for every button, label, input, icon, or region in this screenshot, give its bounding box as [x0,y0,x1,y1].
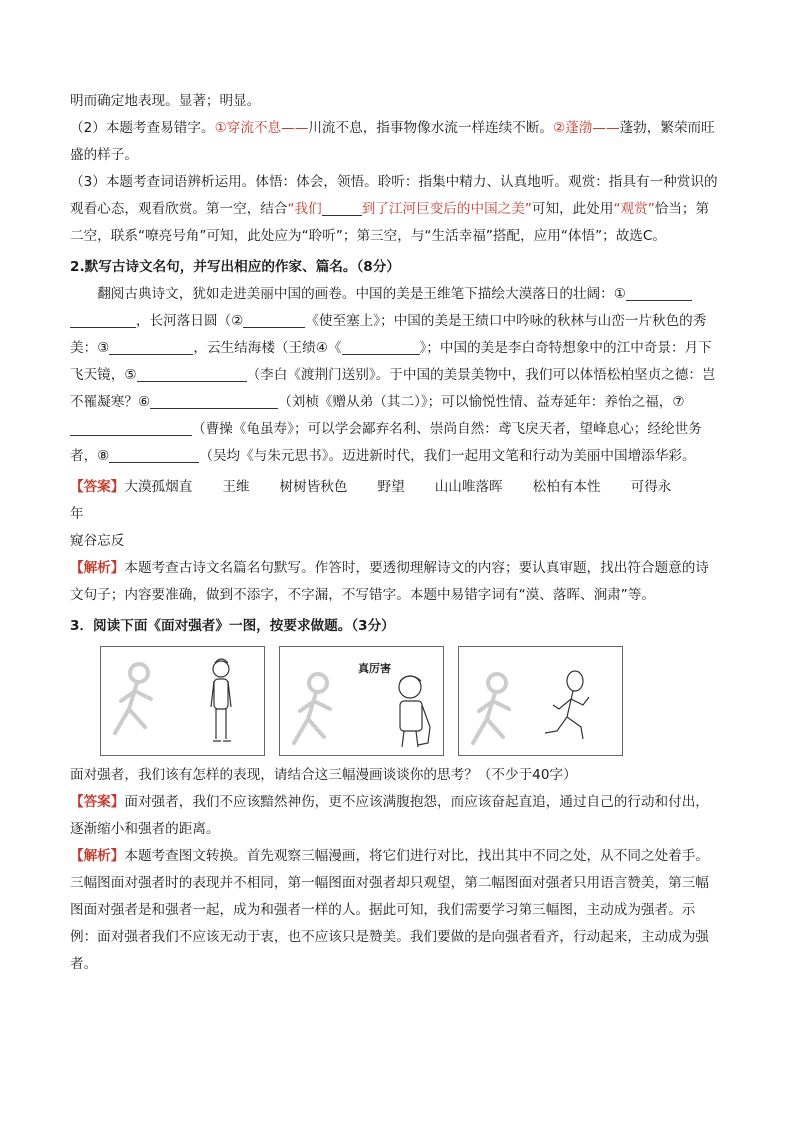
q1-part2-end: 蓬勃，繁荣而旺盛的样子。 [70,120,715,163]
q2-text-1: 翻阅古典诗文，犹如走进美丽中国的画卷。中国的美是王维笔下描绘大漠落日的壮阔：① [97,286,626,302]
analysis-tag: 【解析】 [70,560,125,576]
quote-red-2: 到了江河巨变后的中国之美” [361,201,532,217]
q2-analysis [70,555,720,609]
blank-6 [150,392,278,409]
q2-text-8: （曹操《龟虽寿》；可以学会鄙弃名利、崇尚自然：鸢飞戾天者，望峰息心；经纶世务者，⑧ [70,421,702,464]
q3-answer-text: 面对强者，我们不应该黯然神伤，更不应该满腹抱怨，而应该奋起直追，通过自己的行动和付出，逐渐缩小和强者的距离。 [70,794,709,837]
q2-title: 2.默写古诗文名句，并写出相应的作家、篇名。（8分） [70,259,400,275]
runner-follower-illustration [459,647,622,755]
answer-4: 野望 [377,479,405,495]
error-word-2: ②蓬渤—— [553,120,620,136]
q2-analysis-text: 本题考查古诗文名篇名句默写。作答时，要透彻理解诗文的内容；要认真审题，找出符合题意的诗文句子；内容要准确，做到不添字，不字漏，不写错字。本题中易错字词有“漠、落晖、涧肃”等。 [70,560,709,603]
q2-answer-line3: 窥谷忘反 [70,533,125,549]
q1-part2 [70,115,720,169]
q3-title: 3．阅读下面《面对强者》一图，按要求做题。（3分） [70,618,395,634]
q3-answer [70,789,720,843]
quote-red-3: “观赏” [613,201,655,217]
q3-analysis-text: 本题考查图文转换。首先观察三幅漫画，将它们进行对比，找出其中不同之处，从不同之处着手。三幅图面对强者时的表现并不相同，第一幅图面对强者却只观望，第二幅图面对强者只用语言赞美，第三幅图面对强者是和强者一起，成为和强者一样的人。据此可知，我们需要学习第三幅图，主动成为强者。示例：面对强者我们不应该无动于衷，也不应该只是赞美。我们要做的是向强者看齐，行动起来，主动成为强者。 [70,848,709,972]
blank-4 [342,338,420,355]
speech-bubble: 真厉害 [358,662,391,675]
q2-text-2: ，长河落日圆（② [136,313,244,329]
q2-answer [70,474,720,501]
q2-text-7: （刘桢《赠从弟（其二）》；可以愉悦性情、益寿延年：养怡之福，⑦ [278,394,685,410]
q3-analysis [70,843,720,978]
answer-5: 山山唯落晖 [434,479,503,495]
answer-2: 王维 [222,479,250,495]
answer-1: 大漠孤烟直 [124,479,193,495]
blank-1b [70,311,136,328]
comic-panel-1 [100,646,265,756]
q1-part3-a: （3）本题考查词语辨析运用。体悟：体会，领悟。聆听：指集中精力、认真地听。观赏：指具有一种赏识的观看心态，观看欣赏。第一空，结合 [70,174,718,217]
document-page [70,88,720,978]
blank-5 [137,365,247,382]
error-word-1: ①穿流不息—— [214,120,309,136]
comic-panel-2 [279,646,444,756]
q1-part2-prefix: （2）本题考查易错字。 [70,120,215,136]
q2-passage [70,281,720,470]
q2-text-4: ，云生结海楼（王绩④《 [193,340,342,356]
answer-7: 可得永 [630,479,672,495]
answer-3: 树树皆秋色 [279,479,348,495]
q2-text-5: 》；中国的美是李白奇特想象中的江中奇景：月下飞天镜，⑤ [70,340,712,383]
answer-tag: 【答案】 [70,479,125,495]
blank-1a [626,284,692,301]
q1-part3-b: 可知，此处用 [531,201,614,217]
blank-2 [243,311,305,328]
q2-text-6: （李白《渡荆门送别》。于中国的美景美物中，我们可以体悟松柏坚贞之德：岂不罹凝寒？⑥ [70,367,716,410]
blank-line [322,199,362,216]
q1-part3-c: 恰当；第二空，联系“嘹亮号角”可知，此处应为“聆听”；第三空，与“生活幸福”搭配，应用“体悟”；故选C。 [70,201,710,244]
q2-answer-wrap: 年 [70,506,84,522]
q2-text-3: 《使至塞上》；中国的美是王绩口中吟咏的秋林与山峦一片秋色的秀美：③ [70,313,707,356]
blank-3 [109,338,193,355]
blank-8 [109,446,199,463]
comic-strip [100,646,720,756]
comic-panel-3 [458,646,623,756]
blank-7 [70,419,192,436]
q1-tail-line: 明而确定地表现。显著；明显。 [70,93,261,109]
analysis-tag: 【解析】 [70,848,125,864]
q1-part3 [70,169,720,250]
q3-question: 面对强者，我们该有怎样的表现，请结合这三幅漫画谈谈你的思考？（不少于40字） [70,767,577,783]
q1-part2-mid: 川流不息，指事物像水流一样连续不断。 [308,120,554,136]
q2-text-9: （吴均《与朱元思书》。迈进新时代，我们一起用文笔和行动为美丽中国增添华彩。 [199,448,696,464]
quote-red-1: “我们 [287,201,322,217]
runner-watcher-illustration [101,647,264,755]
answer-tag: 【答案】 [70,794,125,810]
answer-6: 松柏有本性 [532,479,601,495]
